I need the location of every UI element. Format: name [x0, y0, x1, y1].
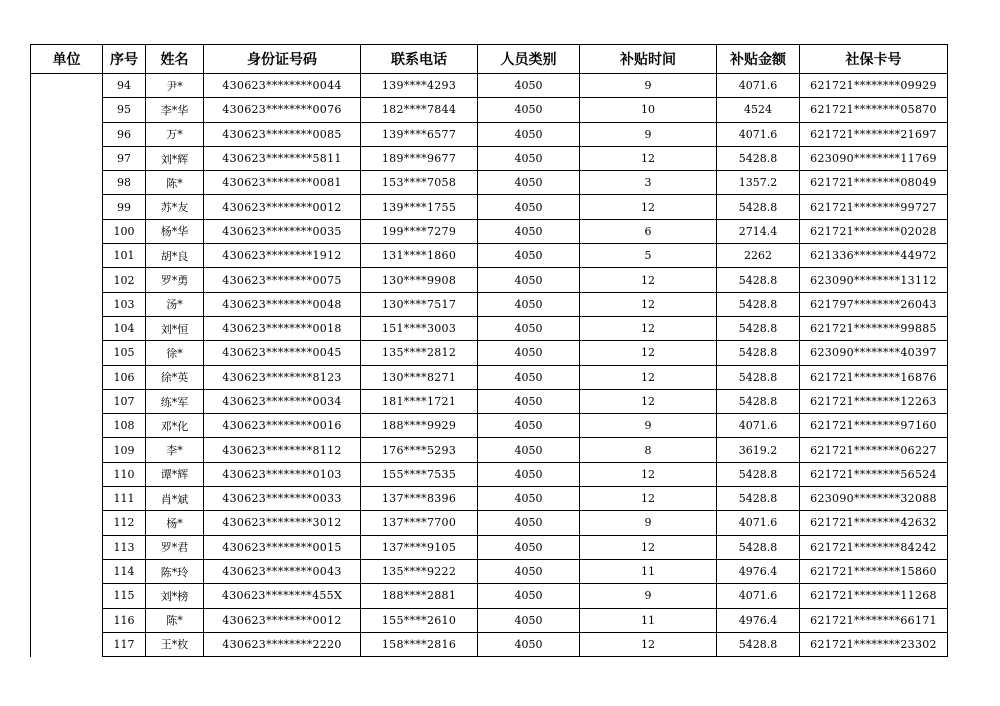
cell-subsidy-amount: 5428.8 — [717, 316, 800, 340]
cell-seq: 101 — [103, 244, 146, 268]
table-row — [31, 122, 948, 146]
cell-id-number: 430623********0012 — [204, 608, 361, 632]
cell-subsidy-amount: 4524 — [717, 98, 800, 122]
cell-phone: 153****7058 — [361, 171, 478, 195]
cell-subsidy-months: 12 — [580, 365, 717, 389]
cell-subsidy-amount: 4071.6 — [717, 584, 800, 608]
table-row — [31, 365, 948, 389]
cell-seq: 104 — [103, 316, 146, 340]
cell-phone: 137****9105 — [361, 535, 478, 559]
cell-subsidy-amount: 4976.4 — [717, 608, 800, 632]
cell-social-security-card: 621721********84242 — [800, 535, 948, 559]
cell-name: 刘*恒 — [146, 316, 204, 340]
cell-social-security-card: 621721********66171 — [800, 608, 948, 632]
cell-subsidy-months: 12 — [580, 341, 717, 365]
cell-category: 4050 — [478, 341, 580, 365]
cell-phone: 130****7517 — [361, 292, 478, 316]
cell-social-security-card: 621721********21697 — [800, 122, 948, 146]
cell-subsidy-amount: 4071.6 — [717, 511, 800, 535]
table-row — [31, 195, 948, 219]
cell-category: 4050 — [478, 632, 580, 656]
cell-name: 谭*辉 — [146, 462, 204, 486]
cell-category: 4050 — [478, 74, 580, 98]
table-row — [31, 74, 948, 98]
cell-id-number: 430623********0015 — [204, 535, 361, 559]
cell-seq: 102 — [103, 268, 146, 292]
cell-social-security-card: 621721********06227 — [800, 438, 948, 462]
cell-name: 陈*玲 — [146, 559, 204, 583]
cell-subsidy-amount: 5428.8 — [717, 389, 800, 413]
cell-phone: 182****7844 — [361, 98, 478, 122]
cell-subsidy-months: 12 — [580, 632, 717, 656]
cell-id-number: 430623********0085 — [204, 122, 361, 146]
cell-subsidy-amount: 4071.6 — [717, 122, 800, 146]
cell-subsidy-months: 8 — [580, 438, 717, 462]
cell-subsidy-months: 10 — [580, 98, 717, 122]
cell-id-number: 430623********1912 — [204, 244, 361, 268]
table-row — [31, 535, 948, 559]
cell-seq: 107 — [103, 389, 146, 413]
cell-name: 李*华 — [146, 98, 204, 122]
cell-phone: 131****1860 — [361, 244, 478, 268]
cell-subsidy-months: 12 — [580, 292, 717, 316]
cell-phone: 139****1755 — [361, 195, 478, 219]
cell-subsidy-months: 9 — [580, 122, 717, 146]
cell-subsidy-amount: 1357.2 — [717, 171, 800, 195]
cell-seq: 112 — [103, 511, 146, 535]
cell-subsidy-months: 12 — [580, 195, 717, 219]
cell-phone: 176****5293 — [361, 438, 478, 462]
cell-seq: 109 — [103, 438, 146, 462]
cell-phone: 139****6577 — [361, 122, 478, 146]
header-phone: 联系电话 — [361, 45, 478, 74]
cell-category: 4050 — [478, 316, 580, 340]
cell-name: 徐* — [146, 341, 204, 365]
table-row — [31, 341, 948, 365]
cell-subsidy-amount: 5428.8 — [717, 365, 800, 389]
cell-subsidy-months: 12 — [580, 146, 717, 170]
cell-category: 4050 — [478, 244, 580, 268]
cell-category: 4050 — [478, 462, 580, 486]
table-row — [31, 511, 948, 535]
cell-id-number: 430623********0075 — [204, 268, 361, 292]
cell-category: 4050 — [478, 292, 580, 316]
cell-category: 4050 — [478, 122, 580, 146]
cell-phone: 181****1721 — [361, 389, 478, 413]
cell-name: 万* — [146, 122, 204, 146]
header-seq: 序号 — [103, 45, 146, 74]
cell-social-security-card: 623090********13112 — [800, 268, 948, 292]
cell-unit — [31, 74, 103, 657]
table-row — [31, 487, 948, 511]
cell-category: 4050 — [478, 195, 580, 219]
table-row — [31, 171, 948, 195]
table-row — [31, 316, 948, 340]
cell-id-number: 430623********0016 — [204, 414, 361, 438]
cell-phone: 189****9677 — [361, 146, 478, 170]
cell-phone: 151****3003 — [361, 316, 478, 340]
cell-phone: 137****7700 — [361, 511, 478, 535]
table-row — [31, 244, 948, 268]
cell-subsidy-amount: 5428.8 — [717, 268, 800, 292]
cell-seq: 105 — [103, 341, 146, 365]
cell-name: 汤* — [146, 292, 204, 316]
cell-phone: 135****2812 — [361, 341, 478, 365]
cell-seq: 98 — [103, 171, 146, 195]
subsidy-table-container — [30, 44, 948, 657]
cell-id-number: 430623********0012 — [204, 195, 361, 219]
cell-name: 练*军 — [146, 389, 204, 413]
cell-subsidy-months: 5 — [580, 244, 717, 268]
table-row — [31, 219, 948, 243]
cell-phone: 130****9908 — [361, 268, 478, 292]
cell-name: 徐*英 — [146, 365, 204, 389]
cell-subsidy-months: 3 — [580, 171, 717, 195]
cell-name: 陈* — [146, 608, 204, 632]
cell-name: 胡*良 — [146, 244, 204, 268]
cell-seq: 116 — [103, 608, 146, 632]
table-row — [31, 414, 948, 438]
cell-subsidy-amount: 4071.6 — [717, 74, 800, 98]
cell-social-security-card: 621721********16876 — [800, 365, 948, 389]
cell-category: 4050 — [478, 559, 580, 583]
cell-seq: 106 — [103, 365, 146, 389]
cell-seq: 96 — [103, 122, 146, 146]
cell-id-number: 430623********8123 — [204, 365, 361, 389]
cell-social-security-card: 621721********42632 — [800, 511, 948, 535]
header-subsidy-amount: 补贴金额 — [717, 45, 800, 74]
cell-id-number: 430623********8112 — [204, 438, 361, 462]
subsidy-table — [30, 44, 948, 657]
cell-category: 4050 — [478, 511, 580, 535]
cell-subsidy-amount: 5428.8 — [717, 632, 800, 656]
cell-subsidy-months: 12 — [580, 487, 717, 511]
cell-id-number: 430623********3012 — [204, 511, 361, 535]
cell-subsidy-amount: 5428.8 — [717, 341, 800, 365]
cell-name: 杨* — [146, 511, 204, 535]
cell-category: 4050 — [478, 98, 580, 122]
cell-subsidy-amount: 3619.2 — [717, 438, 800, 462]
cell-phone: 135****9222 — [361, 559, 478, 583]
cell-name: 刘*辉 — [146, 146, 204, 170]
cell-subsidy-months: 11 — [580, 608, 717, 632]
cell-phone: 139****4293 — [361, 74, 478, 98]
cell-social-security-card: 623090********11769 — [800, 146, 948, 170]
cell-seq: 117 — [103, 632, 146, 656]
cell-subsidy-amount: 4976.4 — [717, 559, 800, 583]
cell-seq: 115 — [103, 584, 146, 608]
cell-subsidy-amount: 5428.8 — [717, 535, 800, 559]
table-row — [31, 632, 948, 656]
cell-category: 4050 — [478, 146, 580, 170]
cell-category: 4050 — [478, 535, 580, 559]
cell-social-security-card: 621721********23302 — [800, 632, 948, 656]
header-id-number: 身份证号码 — [204, 45, 361, 74]
cell-category: 4050 — [478, 414, 580, 438]
cell-social-security-card: 621721********02028 — [800, 219, 948, 243]
cell-subsidy-months: 12 — [580, 268, 717, 292]
cell-subsidy-months: 12 — [580, 389, 717, 413]
table-row — [31, 292, 948, 316]
cell-category: 4050 — [478, 171, 580, 195]
table-row — [31, 584, 948, 608]
cell-id-number: 430623********0048 — [204, 292, 361, 316]
cell-subsidy-months: 12 — [580, 316, 717, 340]
header-unit: 单位 — [31, 45, 103, 74]
cell-id-number: 430623********5811 — [204, 146, 361, 170]
cell-category: 4050 — [478, 268, 580, 292]
cell-name: 尹* — [146, 74, 204, 98]
cell-social-security-card: 621721********09929 — [800, 74, 948, 98]
cell-subsidy-amount: 5428.8 — [717, 146, 800, 170]
cell-id-number: 430623********0076 — [204, 98, 361, 122]
cell-id-number: 430623********0045 — [204, 341, 361, 365]
cell-name: 李* — [146, 438, 204, 462]
cell-subsidy-amount: 5428.8 — [717, 195, 800, 219]
table-row — [31, 462, 948, 486]
cell-phone: 137****8396 — [361, 487, 478, 511]
cell-phone: 158****2816 — [361, 632, 478, 656]
cell-name: 苏*友 — [146, 195, 204, 219]
cell-category: 4050 — [478, 487, 580, 511]
cell-seq: 99 — [103, 195, 146, 219]
cell-category: 4050 — [478, 438, 580, 462]
cell-id-number: 430623********0044 — [204, 74, 361, 98]
cell-subsidy-amount: 4071.6 — [717, 414, 800, 438]
cell-id-number: 430623********455X — [204, 584, 361, 608]
cell-name: 罗*勇 — [146, 268, 204, 292]
header-name: 姓名 — [146, 45, 204, 74]
cell-phone: 188****9929 — [361, 414, 478, 438]
cell-phone: 155****7535 — [361, 462, 478, 486]
cell-subsidy-months: 12 — [580, 462, 717, 486]
cell-social-security-card: 621721********99727 — [800, 195, 948, 219]
table-row — [31, 268, 948, 292]
cell-name: 罗*君 — [146, 535, 204, 559]
cell-subsidy-amount: 2262 — [717, 244, 800, 268]
table-row — [31, 608, 948, 632]
cell-social-security-card: 621336********44972 — [800, 244, 948, 268]
cell-id-number: 430623********0035 — [204, 219, 361, 243]
cell-social-security-card: 621721********99885 — [800, 316, 948, 340]
cell-social-security-card: 621721********08049 — [800, 171, 948, 195]
cell-id-number: 430623********2220 — [204, 632, 361, 656]
table-row — [31, 98, 948, 122]
cell-subsidy-months: 9 — [580, 511, 717, 535]
cell-subsidy-amount: 5428.8 — [717, 292, 800, 316]
cell-seq: 113 — [103, 535, 146, 559]
cell-name: 肖*斌 — [146, 487, 204, 511]
cell-name: 邓*化 — [146, 414, 204, 438]
cell-social-security-card: 621721********05870 — [800, 98, 948, 122]
table-body — [31, 74, 948, 657]
cell-phone: 199****7279 — [361, 219, 478, 243]
cell-seq: 111 — [103, 487, 146, 511]
table-row — [31, 438, 948, 462]
cell-id-number: 430623********0103 — [204, 462, 361, 486]
cell-social-security-card: 623090********32088 — [800, 487, 948, 511]
cell-social-security-card: 621721********11268 — [800, 584, 948, 608]
cell-category: 4050 — [478, 389, 580, 413]
cell-category: 4050 — [478, 219, 580, 243]
cell-subsidy-months: 9 — [580, 414, 717, 438]
cell-name: 刘*榜 — [146, 584, 204, 608]
header-social-security-card: 社保卡号 — [800, 45, 948, 74]
cell-social-security-card: 621721********56524 — [800, 462, 948, 486]
cell-social-security-card: 621721********12263 — [800, 389, 948, 413]
cell-id-number: 430623********0081 — [204, 171, 361, 195]
table-row — [31, 559, 948, 583]
table-row — [31, 389, 948, 413]
cell-social-security-card: 621797********26043 — [800, 292, 948, 316]
cell-category: 4050 — [478, 365, 580, 389]
cell-id-number: 430623********0043 — [204, 559, 361, 583]
cell-subsidy-months: 11 — [580, 559, 717, 583]
table-row — [31, 146, 948, 170]
cell-phone: 188****2881 — [361, 584, 478, 608]
cell-name: 王*枚 — [146, 632, 204, 656]
cell-phone: 130****8271 — [361, 365, 478, 389]
cell-seq: 108 — [103, 414, 146, 438]
cell-seq: 94 — [103, 74, 146, 98]
header-row — [31, 45, 948, 74]
cell-subsidy-months: 6 — [580, 219, 717, 243]
header-category: 人员类别 — [478, 45, 580, 74]
cell-seq: 103 — [103, 292, 146, 316]
cell-id-number: 430623********0034 — [204, 389, 361, 413]
header-subsidy-months: 补贴时间 — [580, 45, 717, 74]
cell-category: 4050 — [478, 584, 580, 608]
cell-subsidy-months: 9 — [580, 584, 717, 608]
cell-subsidy-amount: 2714.4 — [717, 219, 800, 243]
cell-name: 陈* — [146, 171, 204, 195]
cell-subsidy-amount: 5428.8 — [717, 487, 800, 511]
cell-subsidy-months: 12 — [580, 535, 717, 559]
cell-id-number: 430623********0033 — [204, 487, 361, 511]
cell-social-security-card: 623090********40397 — [800, 341, 948, 365]
cell-social-security-card: 621721********97160 — [800, 414, 948, 438]
cell-seq: 110 — [103, 462, 146, 486]
cell-seq: 95 — [103, 98, 146, 122]
cell-seq: 100 — [103, 219, 146, 243]
cell-seq: 97 — [103, 146, 146, 170]
cell-category: 4050 — [478, 608, 580, 632]
cell-subsidy-months: 9 — [580, 74, 717, 98]
cell-social-security-card: 621721********15860 — [800, 559, 948, 583]
cell-name: 杨*华 — [146, 219, 204, 243]
cell-phone: 155****2610 — [361, 608, 478, 632]
cell-seq: 114 — [103, 559, 146, 583]
cell-id-number: 430623********0018 — [204, 316, 361, 340]
cell-subsidy-amount: 5428.8 — [717, 462, 800, 486]
